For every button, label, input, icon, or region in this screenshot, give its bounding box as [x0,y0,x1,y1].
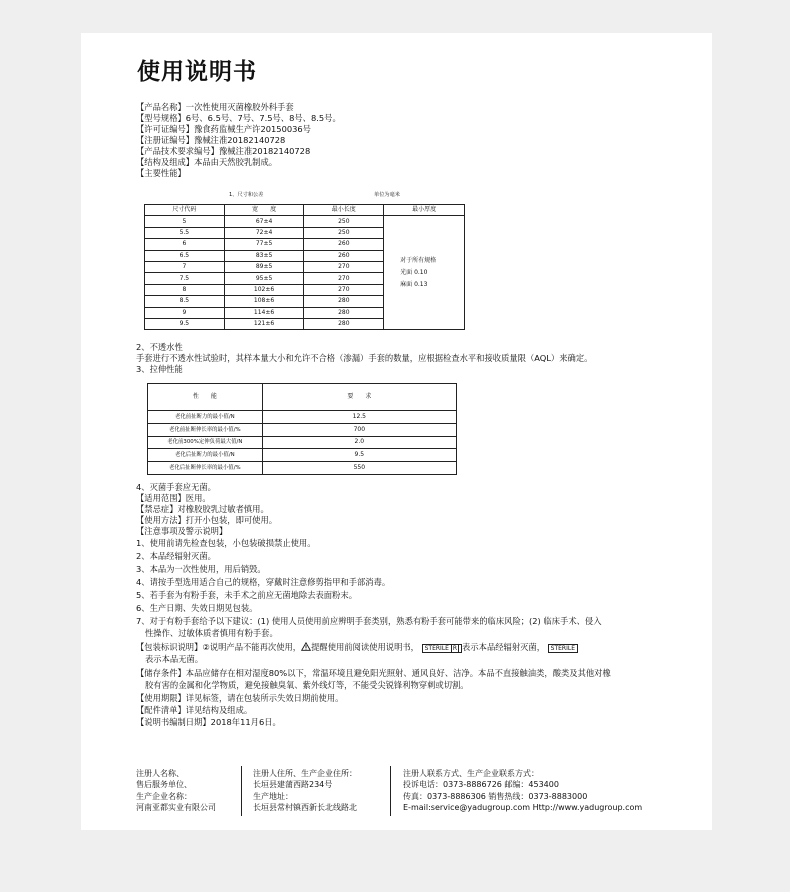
table-cell: 260 [304,239,384,250]
table-cell: 8 [145,284,225,295]
table-cell: 8.5 [145,296,225,307]
table-cell: 280 [304,318,384,329]
header-width: 宽 度 [224,205,304,216]
size-tolerance-table [144,204,465,330]
table-cell: 老化后扯断伸长率的最小值/% [148,462,263,475]
table-row [148,411,457,424]
table-cell: 108±6 [224,296,304,307]
table-cell: 老化前扯断力的最小值/N [148,411,263,424]
storage-line: 【储存条件】本品应储存在相对湿度80%以下，常温环境且避免阳光照射、通风良好、洁净。本品不直接触油类，酸类及其他对橡 [136,668,611,678]
sterile-r-badge: STERILE R [422,644,462,653]
table-cell: 114±6 [224,307,304,318]
table-cell: 老化前扯断伸长率的最小值/% [148,423,263,436]
storage-cont: 胶有害的金属和化学物质，避免接触臭氧、紫外线灯等，不能受尖锐锋利物穿刺或切割。 [145,680,469,690]
table-cell: 2.0 [262,436,456,449]
footer-divider [241,766,242,816]
header-min-thickness: 最小厚度 [384,205,465,216]
label-explanation-line: 【包装标识说明】②说明产品不能再次使用， 提醒使用前阅读使用说明书， STERILE R 表示本品经辐射灭菌， STERILE [136,642,578,653]
table-cell: 270 [304,273,384,284]
table-cell: 102±6 [224,284,304,295]
table-cell: 5 [145,216,225,227]
table-cell: 700 [262,423,456,436]
table-cell: 270 [304,284,384,295]
table-cell: 6.5 [145,250,225,261]
thickness-note-line: 光面 0.10 [400,268,428,276]
table-cell: 9 [145,307,225,318]
thickness-note-line: 对于所有规格 [400,256,437,264]
table-cell: 83±5 [224,250,304,261]
table-cell: 5.5 [145,227,225,238]
thickness-note-line: 麻面 0.13 [400,280,428,288]
table-cell: 550 [262,462,456,475]
footer-divider [390,766,391,816]
table-cell: 7.5 [145,273,225,284]
table-cell: 72±4 [224,227,304,238]
tensile-heading: 3、拉伸性能 [136,364,183,374]
usage-line: 【使用方法】打开小包装，即可使用。 [136,515,278,525]
table-cell: 67±4 [224,216,304,227]
table-cell: 12.5 [262,411,456,424]
precaution-6: 6、生产日期、失效日期见包装。 [136,603,258,613]
license-line: 【许可证编号】豫食药监械生产许20150036号 [136,124,311,134]
precaution-5: 5、若手套为有粉手套，未手术之前应无菌地除去表面粉末。 [136,590,357,600]
footer-registrant: 注册人名称、 售后服务单位、 生产企业名称： 河南亚都实业有限公司 [136,769,216,813]
footer-contact: 注册人联系方式、生产企业联系方式： 投诉电话：0373-8886726 邮编：453400 传真：0373-8886306 销售热线：0373-8883000 E-mail:service@yadugroup.com Http://www.yadugroup.com [403,769,643,813]
table-row [148,423,457,436]
precaution-3: 3、本品为一次性使用，用后销毁。 [136,564,266,574]
table-row [148,449,457,462]
compile-date-line: 【说明书编制日期】2018年11月6日。 [136,717,281,727]
sterile-line: 4、灭菌手套应无菌。 [136,482,216,492]
table-cell: 250 [304,227,384,238]
precautions-heading: 【注意事项及警示说明】 [136,526,228,536]
size-table-unit: 单位为毫米 [374,192,400,198]
impermeability-heading: 2、不透水性 [136,342,183,352]
precaution-2: 2、本品经辐射灭菌。 [136,551,216,561]
table-cell: 95±5 [224,273,304,284]
table-cell: 121±6 [224,318,304,329]
warning-triangle-icon [301,642,311,651]
precaution-1: 1、使用前请先检查包装，小包装破损禁止使用。 [136,538,316,548]
tensile-table [147,383,457,475]
table-cell: 77±5 [224,239,304,250]
table-cell: 250 [304,216,384,227]
table-cell: 6 [145,239,225,250]
header-property: 性 能 [148,384,263,411]
model-spec-line: 【型号规格】6号、6.5号、7号、7.5号、8号、8.5号。 [136,113,341,123]
table-row [148,436,457,449]
sterile-badge: STERILE [548,644,578,653]
scope-line: 【适用范围】医用。 [136,493,211,503]
table-row [148,462,457,475]
table-cell: 89±5 [224,261,304,272]
table-cell: 老化后扯断力的最小值/N [148,449,263,462]
tech-requirement-line: 【产品技术要求编号】豫械注准20182140728 [136,146,311,156]
precaution-4: 4、请按手型选用适合自己的规格，穿戴时注意修剪指甲和手部消毒。 [136,577,391,587]
header-min-length: 最小长度 [304,205,384,216]
table-cell: 280 [304,296,384,307]
performance-heading: 【主要性能】 [136,168,186,178]
precaution-7: 7、对于有粉手套给予以下建议：(1) 使用人员使用前应辨明手套类别，熟悉有粉手套可能带来的临床风险；(2) 临床手术、侵入 [136,616,602,626]
page-title: 使用说明书 [137,59,257,85]
table-cell: 老化前300%定伸负荷最大值/N [148,436,263,449]
thickness-note-cell [384,216,465,330]
registration-line: 【注册证编号】豫械注准20182140728 [136,135,286,145]
precaution-7-cont: 性操作、过敏体质者慎用有粉手套。 [145,628,278,638]
accessories-line: 【配件清单】详见结构及组成。 [136,705,253,715]
instruction-sheet [81,33,712,830]
table-cell: 9.5 [262,449,456,462]
table-cell: 280 [304,307,384,318]
contraindication-line: 【禁忌症】对橡胶胶乳过敏者慎用。 [136,504,269,514]
label-explanation-cont: 表示本品无菌。 [145,654,204,664]
table-row [145,216,465,227]
header-size-code: 尺寸代码 [145,205,225,216]
table-cell: 9.5 [145,318,225,329]
size-table-caption: 1、尺寸和公差 [229,192,264,198]
impermeability-text: 手套进行不透水性试验时，其样本量大小和允许不合格（渗漏）手套的数量，应根据检查水平和接收质量限（AQL）来确定。 [136,353,593,363]
product-name-line: 【产品名称】一次性使用灭菌橡胶外科手套 [136,102,294,112]
expiry-line: 【使用期限】详见标签，请在包装所示失效日期前使用。 [136,693,344,703]
table-cell: 270 [304,261,384,272]
structure-line: 【结构及组成】本品由天然胶乳制成。 [136,157,278,167]
table-cell: 260 [304,250,384,261]
header-requirement: 要 求 [262,384,456,411]
footer-address: 注册人住所、生产企业住所： 长垣县建蒲西路234号 生产地址： 长垣县常村镇西新长北线路北 [253,769,357,813]
table-cell: 7 [145,261,225,272]
